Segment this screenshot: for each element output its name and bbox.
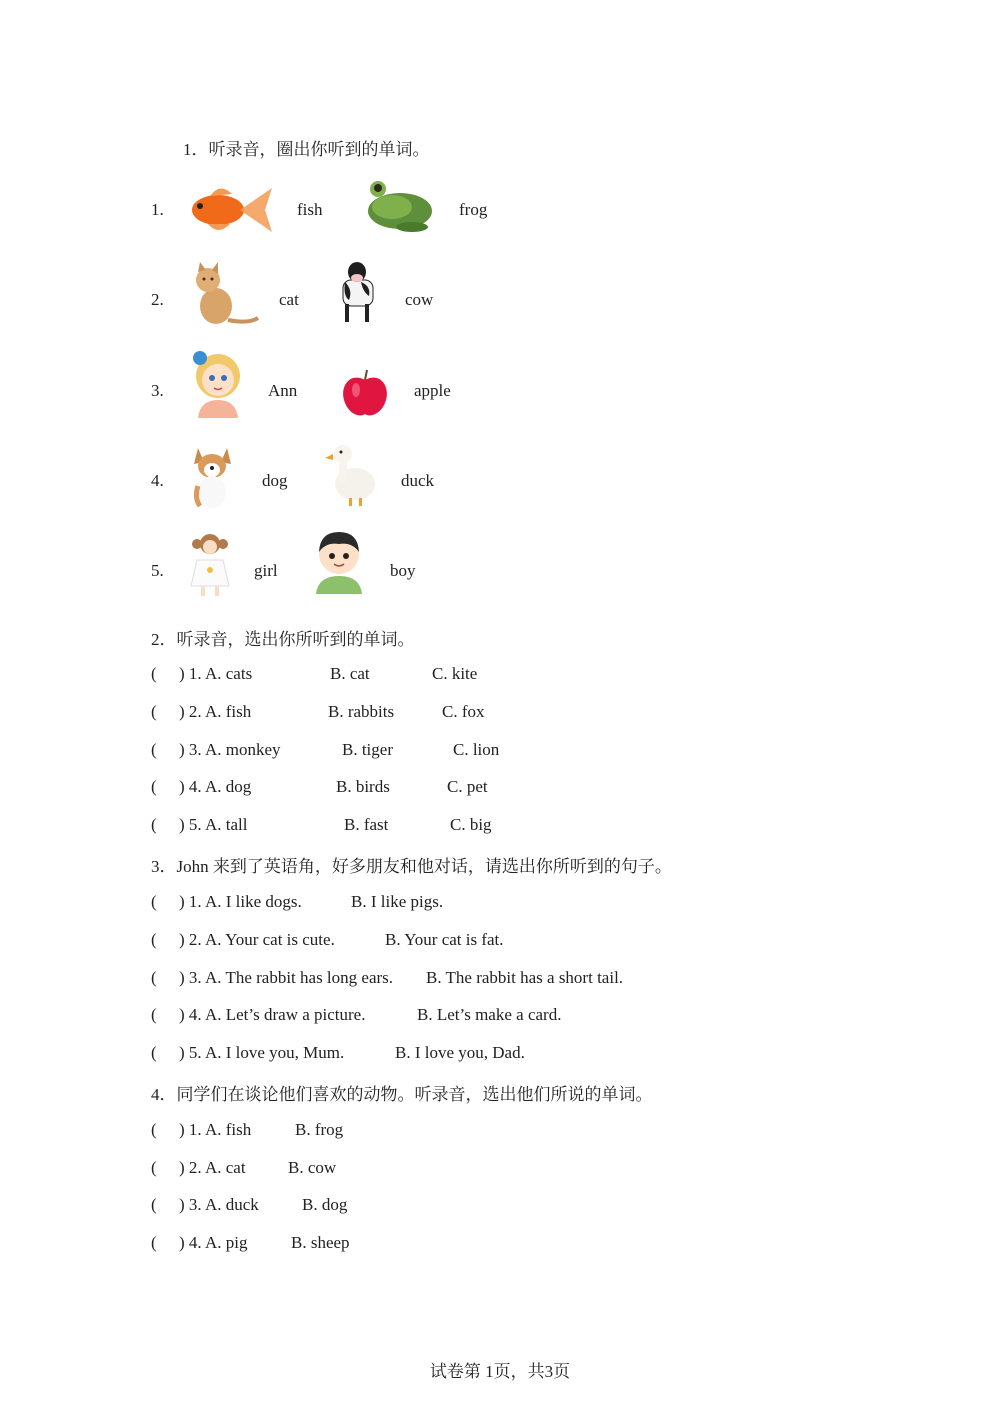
- option-b: B. sheep: [291, 1233, 350, 1252]
- option-a: ) 4. A. Let’s draw a picture.: [179, 1005, 366, 1024]
- section-3-heading: 3．John 来到了英语角，好多朋友和他对话，请选出你所听到的句子。: [151, 857, 672, 876]
- goldfish-icon: [180, 180, 275, 238]
- option-b: B. frog: [295, 1120, 344, 1139]
- answer-paren[interactable]: (: [151, 968, 157, 987]
- girl-icon: [185, 530, 235, 596]
- row-5-word-a: girl: [254, 561, 278, 580]
- option-c: C. lion: [453, 740, 500, 759]
- frog-icon: [362, 175, 437, 233]
- option-b: B. I like pigs.: [351, 892, 444, 911]
- section-1-heading: 1．听录音，圈出你听到的单词。: [183, 140, 430, 159]
- option-c: C. kite: [432, 664, 478, 683]
- answer-paren[interactable]: (: [151, 664, 157, 683]
- option-b: B. birds: [336, 777, 390, 796]
- duck-icon: [325, 440, 377, 506]
- option-a: ) 2. A. fish: [179, 702, 252, 721]
- answer-paren[interactable]: (: [151, 892, 157, 911]
- answer-paren[interactable]: (: [151, 1005, 157, 1024]
- answer-paren[interactable]: (: [151, 1120, 157, 1139]
- row-5-word-b: boy: [390, 561, 416, 580]
- option-a: ) 2. A. Your cat is cute.: [179, 930, 335, 949]
- boy-icon: [312, 530, 366, 594]
- section-4-heading: 4．同学们在谈论他们喜欢的动物。听录音，选出他们所说的单词。: [151, 1085, 653, 1104]
- option-a: ) 3. A. duck: [179, 1195, 259, 1214]
- answer-paren[interactable]: (: [151, 1233, 157, 1252]
- answer-paren[interactable]: (: [151, 1043, 157, 1062]
- option-a: ) 1. A. I like dogs.: [179, 892, 302, 911]
- row-2-word-a: cat: [279, 290, 299, 309]
- row-1-word-b: frog: [459, 200, 488, 219]
- apple-icon: [340, 368, 390, 418]
- option-a: ) 4. A. dog: [179, 777, 252, 796]
- option-b: B. The rabbit has a short tail.: [426, 968, 624, 987]
- option-a: ) 5. A. I love you, Mum.: [179, 1043, 345, 1062]
- option-b: B. rabbits: [328, 702, 395, 721]
- option-a: ) 4. A. pig: [179, 1233, 248, 1252]
- row-2-number: 2.: [151, 290, 164, 309]
- answer-paren[interactable]: (: [151, 777, 157, 796]
- option-b: B. cow: [288, 1158, 337, 1177]
- option-c: C. big: [450, 815, 492, 834]
- option-a: ) 1. A. fish: [179, 1120, 252, 1139]
- row-2-word-b: cow: [405, 290, 434, 309]
- option-a: ) 3. A. monkey: [179, 740, 281, 759]
- answer-paren[interactable]: (: [151, 930, 157, 949]
- answer-paren[interactable]: (: [151, 815, 157, 834]
- cow-icon: [335, 260, 383, 324]
- answer-paren[interactable]: (: [151, 702, 157, 721]
- option-b: B. Let’s make a card.: [417, 1005, 562, 1024]
- option-a: ) 5. A. tall: [179, 815, 248, 834]
- answer-paren[interactable]: (: [151, 1158, 157, 1177]
- row-4-word-b: duck: [401, 471, 435, 490]
- row-1-number: 1.: [151, 200, 164, 219]
- answer-paren[interactable]: (: [151, 1195, 157, 1214]
- option-a: ) 3. A. The rabbit has long ears.: [179, 968, 394, 987]
- option-b: B. tiger: [342, 740, 393, 759]
- option-b: B. I love you, Dad.: [395, 1043, 525, 1062]
- section-2-heading: 2．听录音，选出你所听到的单词。: [151, 630, 415, 649]
- cat-icon: [188, 262, 260, 326]
- option-b: B. Your cat is fat.: [385, 930, 504, 949]
- answer-paren[interactable]: (: [151, 740, 157, 759]
- option-c: C. fox: [442, 702, 485, 721]
- option-c: C. pet: [447, 777, 488, 796]
- option-a: ) 2. A. cat: [179, 1158, 246, 1177]
- dog-icon: [190, 440, 235, 508]
- row-3-number: 3.: [151, 381, 164, 400]
- row-1-word-a: fish: [297, 200, 323, 219]
- row-4-word-a: dog: [262, 471, 288, 490]
- page-footer: 试卷第 1页，共3页: [429, 1362, 571, 1381]
- option-b: B. fast: [344, 815, 389, 834]
- row-4-number: 4.: [151, 471, 164, 490]
- row-3-word-a: Ann: [268, 381, 298, 400]
- row-5-number: 5.: [151, 561, 164, 580]
- row-3-word-b: apple: [414, 381, 451, 400]
- girl-ann-icon: [188, 350, 248, 418]
- option-b: B. dog: [302, 1195, 348, 1214]
- option-b: B. cat: [330, 664, 370, 683]
- option-a: ) 1. A. cats: [179, 664, 253, 683]
